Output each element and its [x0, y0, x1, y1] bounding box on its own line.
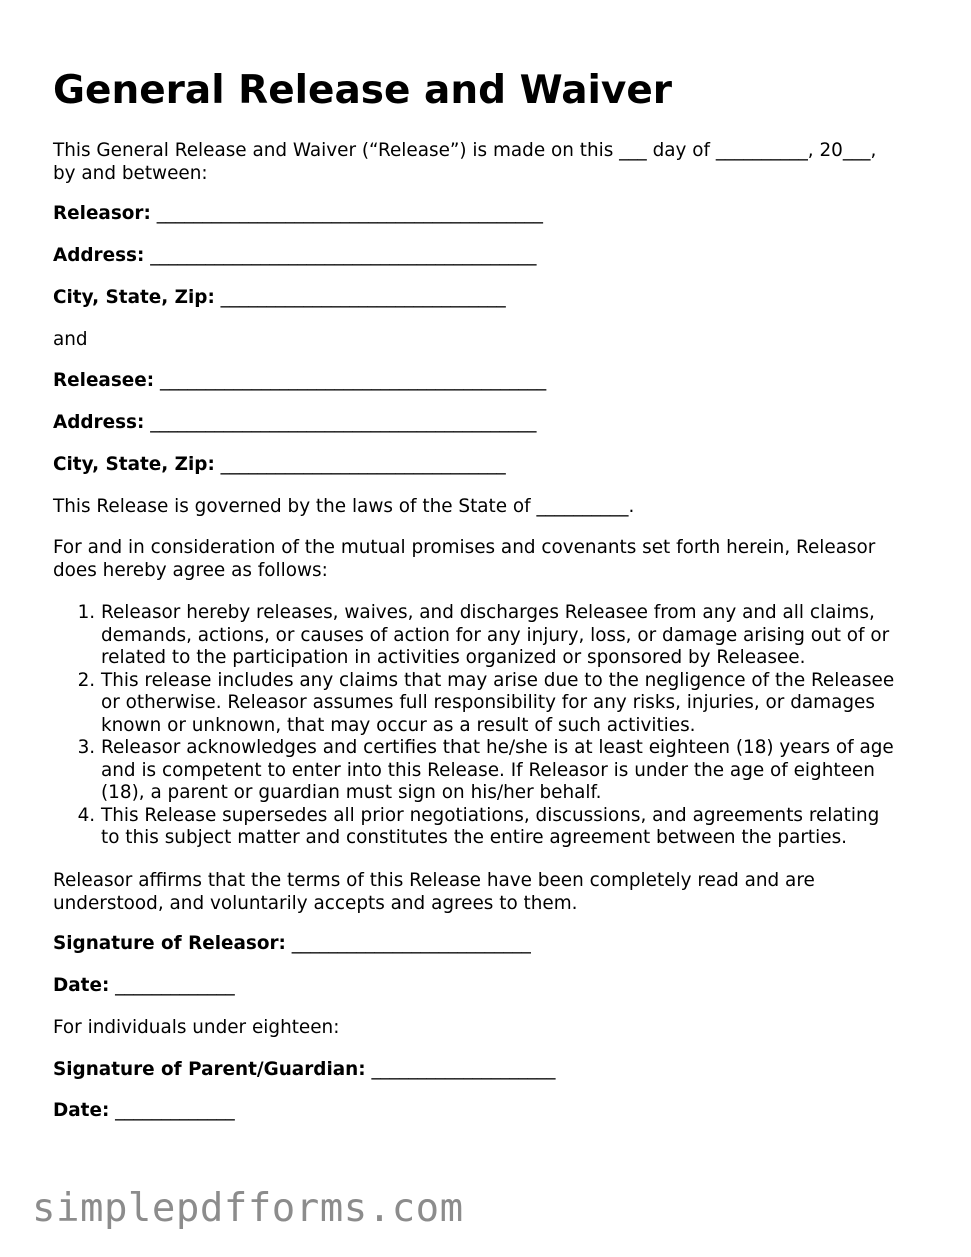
- date-label-2: Date:: [53, 1100, 110, 1121]
- term-item-4: 4. This Release supersedes all prior negotiations, discussions, and agreements relating to this subject matter and constitutes the entire agreement between the parties.: [101, 805, 894, 850]
- releasor-signature-blank[interactable]: __________________________: [291, 933, 531, 954]
- releasee-address-label: Address:: [53, 412, 145, 433]
- releasee-address-field[interactable]: [53, 412, 536, 435]
- date-field-1[interactable]: [53, 975, 235, 998]
- releasor-signature-label: Signature of Releasor:: [53, 933, 286, 954]
- releasor-signature-field[interactable]: [53, 933, 531, 956]
- releasee-blank[interactable]: __________________________________________: [159, 370, 547, 391]
- releasee-label: Releasee:: [53, 370, 155, 391]
- releasee-city-field[interactable]: [53, 454, 506, 477]
- and-text: and: [53, 329, 88, 350]
- consideration-line-1: For and in consideration of the mutual promises and covenants set forth herein, Releasor: [53, 537, 876, 558]
- releasor-address-field[interactable]: [53, 245, 536, 268]
- date-blank-1[interactable]: _____________: [115, 975, 235, 996]
- releasor-blank[interactable]: __________________________________________: [156, 203, 543, 224]
- releasor-city-field[interactable]: [53, 287, 506, 310]
- terms-list: [53, 602, 894, 850]
- releasor-city-blank[interactable]: _______________________________: [220, 287, 506, 308]
- guardian-signature-field[interactable]: [53, 1059, 555, 1082]
- governing-law-text: This Release is governed by the laws of the State of __________.: [53, 496, 635, 517]
- releasee-address-blank[interactable]: __________________________________________: [150, 412, 537, 433]
- releasee-city-label: City, State, Zip:: [53, 454, 215, 475]
- consideration-line-2: does hereby agree as follows:: [53, 559, 328, 581]
- intro-line-2: by and between:: [53, 162, 208, 184]
- intro-paragraph: [53, 140, 876, 185]
- guardian-signature-label: Signature of Parent/Guardian:: [53, 1059, 366, 1080]
- term-item-3: 3. Releasor acknowledges and certifies that he/she is at least eighteen (18) years of age and is competent to enter into this Release. If Releasor is under the age of eighteen (18), a parent or guardian must sign on his/her behalf.: [101, 737, 894, 805]
- affirm-line-1: Releasor affirms that the terms of this Release have been completely read and are: [53, 870, 815, 891]
- releasor-address-label: Address:: [53, 245, 145, 266]
- releasor-label: Releasor:: [53, 203, 151, 224]
- minors-note: For individuals under eighteen:: [53, 1017, 340, 1038]
- guardian-signature-blank[interactable]: ____________________: [371, 1059, 556, 1080]
- releasor-city-label: City, State, Zip:: [53, 287, 215, 308]
- releasee-city-blank[interactable]: _______________________________: [220, 454, 506, 475]
- date-field-2[interactable]: [53, 1100, 235, 1123]
- releasor-field[interactable]: [53, 203, 543, 226]
- watermark-text: simplepdfforms.com: [32, 1186, 464, 1231]
- date-label-1: Date:: [53, 975, 110, 996]
- consideration-paragraph: [53, 537, 875, 582]
- releasee-field[interactable]: [53, 370, 546, 393]
- term-item-1: 1. Releasor hereby releases, waives, and discharges Releasee from any and all claims, demands, actions, or causes of action for any injury, loss, or damage arising out of or related to the participation in activities organized or sponsored by Releasee.: [101, 602, 894, 670]
- affirmation-paragraph: [53, 870, 815, 915]
- term-item-2: 2. This release includes any claims that may arise due to the negligence of the Releasee or otherwise. Releasor assumes full responsibility for any risks, injuries, or damages known or unknown, that may occur as a result of such activities.: [101, 670, 894, 738]
- affirm-line-2: understood, and voluntarily accepts and agrees to them.: [53, 892, 578, 914]
- intro-line-1: This General Release and Waiver (“Release”) is made on this ___ day of __________, 20___,: [53, 140, 877, 161]
- document-title: General Release and Waiver: [53, 68, 673, 113]
- releasor-address-blank[interactable]: __________________________________________: [150, 245, 537, 266]
- date-blank-2[interactable]: _____________: [115, 1100, 235, 1121]
